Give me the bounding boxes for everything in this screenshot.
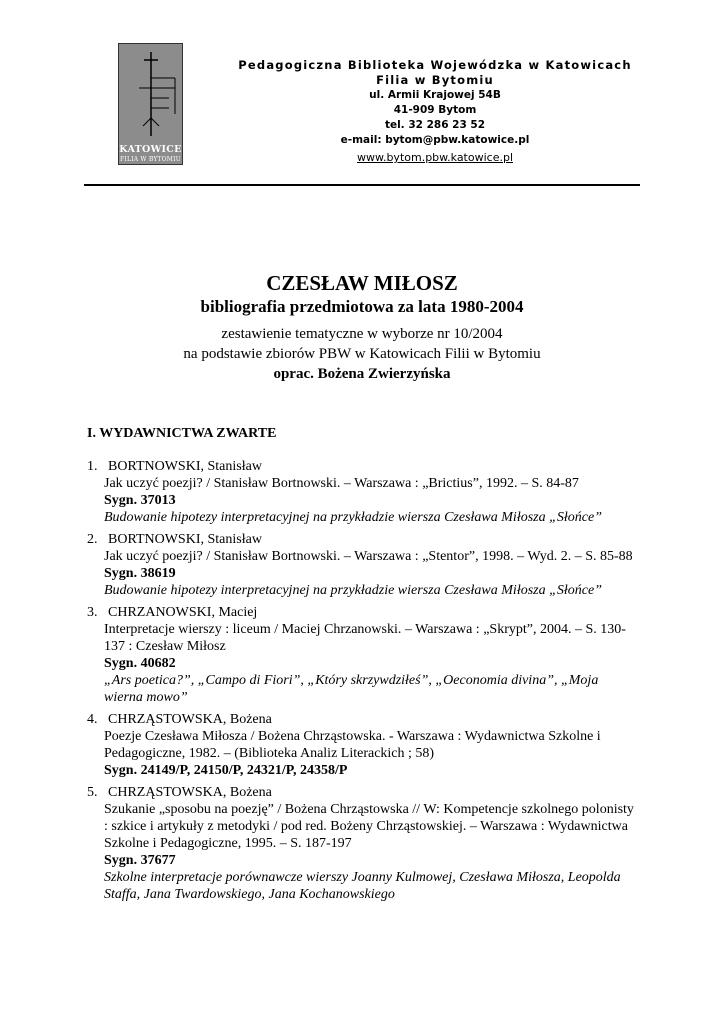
entry-description: Jak uczyć poezji? / Stanisław Bortnowski. – Warszawa : „Brictius”, 1992. – S. 84-87	[104, 476, 579, 491]
institution-name: Pedagogiczna Biblioteka Wojewódzka w Katowicach	[238, 58, 632, 72]
header-divider	[84, 184, 640, 186]
street-address: ul. Armii Krajowej 54B	[369, 89, 501, 101]
document-title: CZESŁAW MIŁOSZ	[266, 271, 458, 295]
entry-number: 4.	[87, 712, 98, 727]
entry-description: Jak uczyć poezji? / Stanisław Bortnowski. – Warszawa : „Stentor”, 1998. – Wyd. 2. – S. 85-88	[104, 549, 633, 564]
list-item	[87, 458, 637, 526]
compiled-by: oprac. Bożena Zwierzyńska	[273, 366, 451, 382]
entry-call-number: Sygn. 37013	[104, 493, 176, 508]
entry-call-number: Sygn. 24149/P, 24150/P, 24321/P, 24358/P	[104, 763, 348, 778]
entry-author: BORTNOWSKI, Stanisław	[108, 532, 262, 547]
entry-author: CHRZĄSTOWSKA, Bożena	[108, 785, 272, 800]
branch-name: Filia w Bytomiu	[376, 73, 494, 87]
entry-note: Budowanie hipotezy interpretacyjnej na przykładzie wiersza Czesława Miłosza „Słońce”	[104, 510, 602, 525]
entry-number: 3.	[87, 605, 98, 620]
entry-number: 2.	[87, 532, 98, 547]
collection-info: na podstawie zbiorów PBW w Katowicach Filii w Bytomiu	[183, 346, 541, 362]
phone: tel. 32 286 23 52	[384, 119, 486, 131]
compilation-info: zestawienie tematyczne w wyborze nr 10/2004	[221, 326, 503, 342]
document-title-block	[0, 270, 724, 384]
entry-description: Poezje Czesława Miłosza / Bożena Chrząstowska. - Warszawa : Wydawnictwa Szkolne i Pedagogiczne, 1982. – (Biblioteka Analiz Literackich ; 58)	[104, 729, 601, 761]
email[interactable]: e-mail: bytom@pbw.katowice.pl	[340, 134, 530, 146]
entry-call-number: Sygn. 37677	[104, 853, 176, 868]
document-subtitle: bibliografia przedmiotowa za lata 1980-2004	[200, 297, 524, 316]
list-item	[87, 784, 637, 903]
entry-author: CHRZĄSTOWSKA, Bożena	[108, 712, 272, 727]
list-item	[87, 604, 637, 706]
entry-author: CHRZANOWSKI, Maciej	[108, 605, 258, 620]
entry-note: Budowanie hipotezy interpretacyjnej na przykładzie wiersza Czesława Miłosza „Słońce”	[104, 583, 602, 598]
entry-description: Interpretacje wierszy : liceum / Maciej Chrzanowski. – Warszawa : „Skrypt”, 2004. – S. 130-137 : Czesław Miłosz	[104, 622, 626, 654]
entry-number: 5.	[87, 785, 98, 800]
letterhead	[225, 58, 645, 165]
website-link[interactable]: www.bytom.pbw.katowice.pl	[356, 151, 514, 164]
entry-number: 1.	[87, 459, 98, 474]
bibliography-list	[87, 458, 637, 908]
library-logo	[118, 43, 183, 165]
entry-note: Szkolne interpretacje porównawcze wierszy Joanny Kulmowej, Czesława Miłosza, Leopolda Staffa, Jana Twardowskiego, Jana Kochanowskiego	[104, 870, 621, 902]
list-item	[87, 711, 637, 779]
entry-note: „Ars poetica?”, „Campo di Fiori”, „Który skrzywdziłeś”, „Oeconomia divina”, „Moja wierna mowo”	[104, 673, 599, 705]
postcode: 41-909 Bytom	[393, 104, 477, 116]
list-item	[87, 531, 637, 599]
logo-text-city: KATOWICE	[119, 144, 182, 155]
entry-description: Szukanie „sposobu na poezję” / Bożena Chrząstowska // W: Kompetencje szkolnego polonisty : szkice i artykuły z metodyki / pod red. Bożeny Chrząstowskiej. – Warszawa : Wydawnictwa Szkolne i Pedagogiczne, 1995. – S. 187-197	[104, 802, 634, 851]
entry-call-number: Sygn. 38619	[104, 566, 176, 581]
library-emblem-icon	[119, 44, 184, 144]
section-heading: I. WYDAWNICTWA ZWARTE	[87, 426, 277, 441]
entry-call-number: Sygn. 40682	[104, 656, 176, 671]
entry-author: BORTNOWSKI, Stanisław	[108, 459, 262, 474]
logo-text-branch: FILIA W BYTOMIU	[120, 156, 181, 163]
